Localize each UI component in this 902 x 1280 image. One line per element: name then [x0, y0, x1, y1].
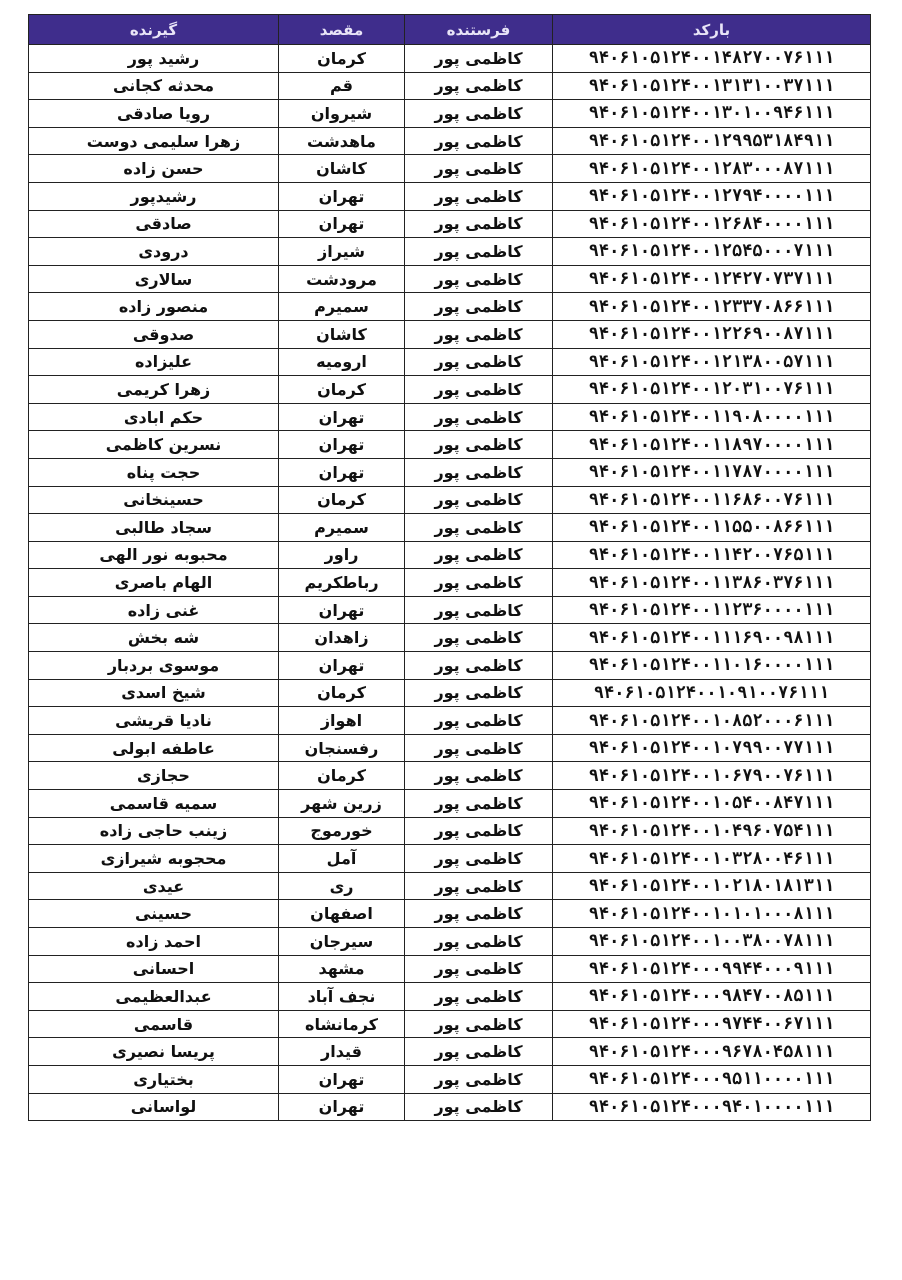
header-sender: فرستنده: [405, 15, 553, 45]
cell-barcode: ۹۴۰۶۱۰۵۱۲۴۰۰۱۲۶۸۴۰۰۰۰۱۱۱: [553, 210, 871, 238]
cell-sender: کاظمی پور: [405, 928, 553, 956]
cell-receiver: منصور زاده: [29, 293, 279, 321]
cell-receiver: سمیه قاسمی: [29, 790, 279, 818]
cell-destination: ری: [279, 872, 405, 900]
cell-destination: کرمانشاه: [279, 1010, 405, 1038]
cell-barcode: ۹۴۰۶۱۰۵۱۲۴۰۰۱۰۵۴۰۰۸۴۷۱۱۱: [553, 790, 871, 818]
cell-destination: مشهد: [279, 955, 405, 983]
cell-destination: اصفهان: [279, 900, 405, 928]
cell-receiver: زینب حاجی زاده: [29, 817, 279, 845]
cell-receiver: محدثه کجانی: [29, 72, 279, 100]
cell-barcode: ۹۴۰۶۱۰۵۱۲۴۰۰۱۳۱۳۱۰۰۳۷۱۱۱: [553, 72, 871, 100]
cell-sender: کاظمی پور: [405, 238, 553, 266]
table-row: [29, 1038, 871, 1066]
cell-sender: کاظمی پور: [405, 1065, 553, 1093]
cell-destination: مرودشت: [279, 265, 405, 293]
table-row: [29, 845, 871, 873]
cell-barcode: ۹۴۰۶۱۰۵۱۲۴۰۰۱۰۱۰۱۰۰۰۸۱۱۱: [553, 900, 871, 928]
table-row: [29, 928, 871, 956]
cell-destination: راور: [279, 541, 405, 569]
table-header: [29, 15, 871, 45]
table-row: [29, 127, 871, 155]
cell-barcode: ۹۴۰۶۱۰۵۱۲۴۰۰۱۰۹۱۰۰۷۶۱۱۱: [553, 679, 871, 707]
table-row: [29, 569, 871, 597]
cell-barcode: ۹۴۰۶۱۰۵۱۲۴۰۰۱۰۷۹۹۰۰۷۷۱۱۱: [553, 734, 871, 762]
cell-destination: کاشان: [279, 155, 405, 183]
table-row: [29, 734, 871, 762]
cell-barcode: ۹۴۰۶۱۰۵۱۲۴۰۰۰۹۸۴۷۰۰۸۵۱۱۱: [553, 983, 871, 1011]
cell-sender: کاظمی پور: [405, 376, 553, 404]
cell-sender: کاظمی پور: [405, 265, 553, 293]
cell-receiver: درودی: [29, 238, 279, 266]
cell-sender: کاظمی پور: [405, 900, 553, 928]
cell-destination: تهران: [279, 596, 405, 624]
cell-receiver: زهرا سلیمی دوست: [29, 127, 279, 155]
cell-receiver: صدوقی: [29, 320, 279, 348]
cell-destination: تهران: [279, 403, 405, 431]
cell-receiver: احمد زاده: [29, 928, 279, 956]
cell-barcode: ۹۴۰۶۱۰۵۱۲۴۰۰۱۰۶۷۹۰۰۷۶۱۱۱: [553, 762, 871, 790]
table-row: [29, 458, 871, 486]
cell-receiver: قاسمی: [29, 1010, 279, 1038]
cell-barcode: ۹۴۰۶۱۰۵۱۲۴۰۰۱۰۰۳۸۰۰۷۸۱۱۱: [553, 928, 871, 956]
cell-destination: تهران: [279, 182, 405, 210]
cell-sender: کاظمی پور: [405, 431, 553, 459]
cell-receiver: حسینی: [29, 900, 279, 928]
cell-sender: کاظمی پور: [405, 624, 553, 652]
cell-receiver: محبوبه نور الهی: [29, 541, 279, 569]
cell-barcode: ۹۴۰۶۱۰۵۱۲۴۰۰۰۹۹۴۴۰۰۰۹۱۱۱: [553, 955, 871, 983]
table-body: [29, 45, 871, 1121]
cell-destination: کاشان: [279, 320, 405, 348]
cell-barcode: ۹۴۰۶۱۰۵۱۲۴۰۰۱۲۹۹۵۳۱۸۴۹۱۱: [553, 127, 871, 155]
cell-receiver: محجوبه شیرازی: [29, 845, 279, 873]
cell-receiver: نسرین کاظمی: [29, 431, 279, 459]
table-row: [29, 1010, 871, 1038]
table-row: [29, 45, 871, 73]
cell-destination: قیدار: [279, 1038, 405, 1066]
cell-barcode: ۹۴۰۶۱۰۵۱۲۴۰۰۱۰۸۵۲۰۰۰۶۱۱۱: [553, 707, 871, 735]
table-row: [29, 679, 871, 707]
cell-destination: تهران: [279, 210, 405, 238]
table-row: [29, 1065, 871, 1093]
cell-sender: کاظمی پور: [405, 541, 553, 569]
cell-barcode: ۹۴۰۶۱۰۵۱۲۴۰۰۰۹۴۰۱۰۰۰۰۱۱۱: [553, 1093, 871, 1121]
cell-sender: کاظمی پور: [405, 127, 553, 155]
cell-destination: تهران: [279, 652, 405, 680]
table-row: [29, 348, 871, 376]
cell-barcode: ۹۴۰۶۱۰۵۱۲۴۰۰۱۱۲۳۶۰۰۰۰۱۱۱: [553, 596, 871, 624]
cell-receiver: حجت پناه: [29, 458, 279, 486]
cell-barcode: ۹۴۰۶۱۰۵۱۲۴۰۰۱۰۲۱۸۰۱۸۱۳۱۱: [553, 872, 871, 900]
cell-destination: تهران: [279, 458, 405, 486]
cell-sender: کاظمی پور: [405, 1093, 553, 1121]
table-row: [29, 403, 871, 431]
cell-destination: تهران: [279, 1093, 405, 1121]
table-row: [29, 293, 871, 321]
cell-barcode: ۹۴۰۶۱۰۵۱۲۴۰۰۱۱۵۵۰۰۸۶۶۱۱۱: [553, 514, 871, 542]
table-row: [29, 624, 871, 652]
cell-sender: کاظمی پور: [405, 403, 553, 431]
cell-barcode: ۹۴۰۶۱۰۵۱۲۴۰۰۱۲۱۳۸۰۰۵۷۱۱۱: [553, 348, 871, 376]
cell-destination: خورموج: [279, 817, 405, 845]
table-row: [29, 100, 871, 128]
cell-receiver: عیدی: [29, 872, 279, 900]
cell-sender: کاظمی پور: [405, 100, 553, 128]
cell-receiver: حجازی: [29, 762, 279, 790]
cell-receiver: الهام باصری: [29, 569, 279, 597]
cell-sender: کاظمی پور: [405, 817, 553, 845]
cell-barcode: ۹۴۰۶۱۰۵۱۲۴۰۰۱۲۰۳۱۰۰۷۶۱۱۱: [553, 376, 871, 404]
cell-receiver: حسینخانی: [29, 486, 279, 514]
cell-destination: کرمان: [279, 376, 405, 404]
header-row: [29, 15, 871, 45]
cell-sender: کاظمی پور: [405, 652, 553, 680]
cell-sender: کاظمی پور: [405, 348, 553, 376]
cell-sender: کاظمی پور: [405, 514, 553, 542]
cell-destination: تهران: [279, 1065, 405, 1093]
header-receiver: گیرنده: [29, 15, 279, 45]
table-row: [29, 900, 871, 928]
cell-destination: رفسنجان: [279, 734, 405, 762]
cell-sender: کاظمی پور: [405, 458, 553, 486]
cell-receiver: موسوی بردبار: [29, 652, 279, 680]
cell-sender: کاظمی پور: [405, 983, 553, 1011]
cell-receiver: بختیاری: [29, 1065, 279, 1093]
cell-destination: قم: [279, 72, 405, 100]
cell-sender: کاظمی پور: [405, 182, 553, 210]
table-row: [29, 210, 871, 238]
cell-sender: کاظمی پور: [405, 486, 553, 514]
cell-sender: کاظمی پور: [405, 72, 553, 100]
cell-barcode: ۹۴۰۶۱۰۵۱۲۴۰۰۱۱۰۱۶۰۰۰۰۱۱۱: [553, 652, 871, 680]
cell-receiver: رویا صادقی: [29, 100, 279, 128]
cell-barcode: ۹۴۰۶۱۰۵۱۲۴۰۰۱۱۴۲۰۰۷۶۵۱۱۱: [553, 541, 871, 569]
cell-sender: کاظمی پور: [405, 762, 553, 790]
cell-destination: کرمان: [279, 45, 405, 73]
cell-barcode: ۹۴۰۶۱۰۵۱۲۴۰۰۱۱۹۰۸۰۰۰۰۱۱۱: [553, 403, 871, 431]
cell-sender: کاظمی پور: [405, 596, 553, 624]
table-row: [29, 182, 871, 210]
cell-destination: رباطکریم: [279, 569, 405, 597]
cell-sender: کاظمی پور: [405, 734, 553, 762]
cell-receiver: احسانی: [29, 955, 279, 983]
cell-barcode: ۹۴۰۶۱۰۵۱۲۴۰۰۱۴۸۲۷۰۰۷۶۱۱۱: [553, 45, 871, 73]
table-row: [29, 486, 871, 514]
cell-barcode: ۹۴۰۶۱۰۵۱۲۴۰۰۱۰۳۲۸۰۰۴۶۱۱۱: [553, 845, 871, 873]
header-destination: مقصد: [279, 15, 405, 45]
cell-sender: کاظمی پور: [405, 45, 553, 73]
table-row: [29, 238, 871, 266]
cell-barcode: ۹۴۰۶۱۰۵۱۲۴۰۰۰۹۵۱۱۰۰۰۰۱۱۱: [553, 1065, 871, 1093]
cell-destination: سیرجان: [279, 928, 405, 956]
cell-barcode: ۹۴۰۶۱۰۵۱۲۴۰۰۱۲۷۹۴۰۰۰۰۱۱۱: [553, 182, 871, 210]
cell-receiver: حکم ابادی: [29, 403, 279, 431]
cell-destination: شیراز: [279, 238, 405, 266]
cell-receiver: صادقی: [29, 210, 279, 238]
cell-destination: کرمان: [279, 762, 405, 790]
cell-destination: اهواز: [279, 707, 405, 735]
table-row: [29, 652, 871, 680]
cell-receiver: لواسانی: [29, 1093, 279, 1121]
cell-barcode: ۹۴۰۶۱۰۵۱۲۴۰۰۱۱۱۶۹۰۰۹۸۱۱۱: [553, 624, 871, 652]
table-row: [29, 514, 871, 542]
cell-barcode: ۹۴۰۶۱۰۵۱۲۴۰۰۱۱۸۹۷۰۰۰۰۱۱۱: [553, 431, 871, 459]
cell-receiver: شه بخش: [29, 624, 279, 652]
table-row: [29, 1093, 871, 1121]
cell-receiver: سالاری: [29, 265, 279, 293]
cell-sender: کاظمی پور: [405, 1038, 553, 1066]
cell-receiver: زهرا کریمی: [29, 376, 279, 404]
cell-barcode: ۹۴۰۶۱۰۵۱۲۴۰۰۱۲۳۳۷۰۸۶۶۱۱۱: [553, 293, 871, 321]
cell-receiver: نادیا قریشی: [29, 707, 279, 735]
cell-barcode: ۹۴۰۶۱۰۵۱۲۴۰۰۱۲۴۲۷۰۷۳۷۱۱۱: [553, 265, 871, 293]
table-row: [29, 955, 871, 983]
cell-destination: شیروان: [279, 100, 405, 128]
table-row: [29, 320, 871, 348]
table-row: [29, 872, 871, 900]
cell-sender: کاظمی پور: [405, 155, 553, 183]
cell-destination: آمل: [279, 845, 405, 873]
cell-destination: زرین شهر: [279, 790, 405, 818]
cell-sender: کاظمی پور: [405, 679, 553, 707]
cell-sender: کاظمی پور: [405, 845, 553, 873]
cell-barcode: ۹۴۰۶۱۰۵۱۲۴۰۰۱۳۰۱۰۰۹۴۶۱۱۱: [553, 100, 871, 128]
cell-barcode: ۹۴۰۶۱۰۵۱۲۴۰۰۰۹۷۴۴۰۰۶۷۱۱۱: [553, 1010, 871, 1038]
table-row: [29, 541, 871, 569]
cell-barcode: ۹۴۰۶۱۰۵۱۲۴۰۰۱۱۳۸۶۰۳۷۶۱۱۱: [553, 569, 871, 597]
cell-destination: تهران: [279, 431, 405, 459]
table-row: [29, 983, 871, 1011]
cell-barcode: ۹۴۰۶۱۰۵۱۲۴۰۰۱۲۲۶۹۰۰۸۷۱۱۱: [553, 320, 871, 348]
table-row: [29, 596, 871, 624]
cell-sender: کاظمی پور: [405, 210, 553, 238]
cell-sender: کاظمی پور: [405, 955, 553, 983]
cell-sender: کاظمی پور: [405, 569, 553, 597]
cell-destination: سمیرم: [279, 293, 405, 321]
cell-receiver: علیزاده: [29, 348, 279, 376]
table-row: [29, 155, 871, 183]
cell-receiver: رشید پور: [29, 45, 279, 73]
table-row: [29, 265, 871, 293]
table-row: [29, 376, 871, 404]
table-row: [29, 707, 871, 735]
cell-barcode: ۹۴۰۶۱۰۵۱۲۴۰۰۰۹۶۷۸۰۴۵۸۱۱۱: [553, 1038, 871, 1066]
header-barcode: بارکد: [553, 15, 871, 45]
cell-destination: نجف آباد: [279, 983, 405, 1011]
cell-destination: ارومیه: [279, 348, 405, 376]
table-row: [29, 431, 871, 459]
cell-receiver: رشیدپور: [29, 182, 279, 210]
table-row: [29, 817, 871, 845]
cell-receiver: شیخ اسدی: [29, 679, 279, 707]
cell-destination: زاهدان: [279, 624, 405, 652]
cell-barcode: ۹۴۰۶۱۰۵۱۲۴۰۰۱۱۶۸۶۰۰۷۶۱۱۱: [553, 486, 871, 514]
cell-barcode: ۹۴۰۶۱۰۵۱۲۴۰۰۱۰۴۹۶۰۷۵۴۱۱۱: [553, 817, 871, 845]
shipment-table: [28, 14, 871, 1121]
cell-receiver: سجاد طالبی: [29, 514, 279, 542]
cell-receiver: حسن زاده: [29, 155, 279, 183]
cell-destination: سمیرم: [279, 514, 405, 542]
cell-sender: کاظمی پور: [405, 320, 553, 348]
cell-sender: کاظمی پور: [405, 1010, 553, 1038]
cell-destination: ماهدشت: [279, 127, 405, 155]
table-row: [29, 790, 871, 818]
cell-barcode: ۹۴۰۶۱۰۵۱۲۴۰۰۱۲۸۳۰۰۰۸۷۱۱۱: [553, 155, 871, 183]
table-row: [29, 762, 871, 790]
cell-sender: کاظمی پور: [405, 872, 553, 900]
cell-receiver: عبدالعظیمی: [29, 983, 279, 1011]
cell-receiver: پریسا نصیری: [29, 1038, 279, 1066]
cell-barcode: ۹۴۰۶۱۰۵۱۲۴۰۰۱۲۵۴۵۰۰۰۷۱۱۱: [553, 238, 871, 266]
cell-sender: کاظمی پور: [405, 790, 553, 818]
cell-destination: کرمان: [279, 486, 405, 514]
cell-destination: کرمان: [279, 679, 405, 707]
cell-barcode: ۹۴۰۶۱۰۵۱۲۴۰۰۱۱۷۸۷۰۰۰۰۱۱۱: [553, 458, 871, 486]
table-row: [29, 72, 871, 100]
cell-sender: کاظمی پور: [405, 293, 553, 321]
cell-receiver: غنی زاده: [29, 596, 279, 624]
cell-sender: کاظمی پور: [405, 707, 553, 735]
cell-receiver: عاطفه ابولی: [29, 734, 279, 762]
